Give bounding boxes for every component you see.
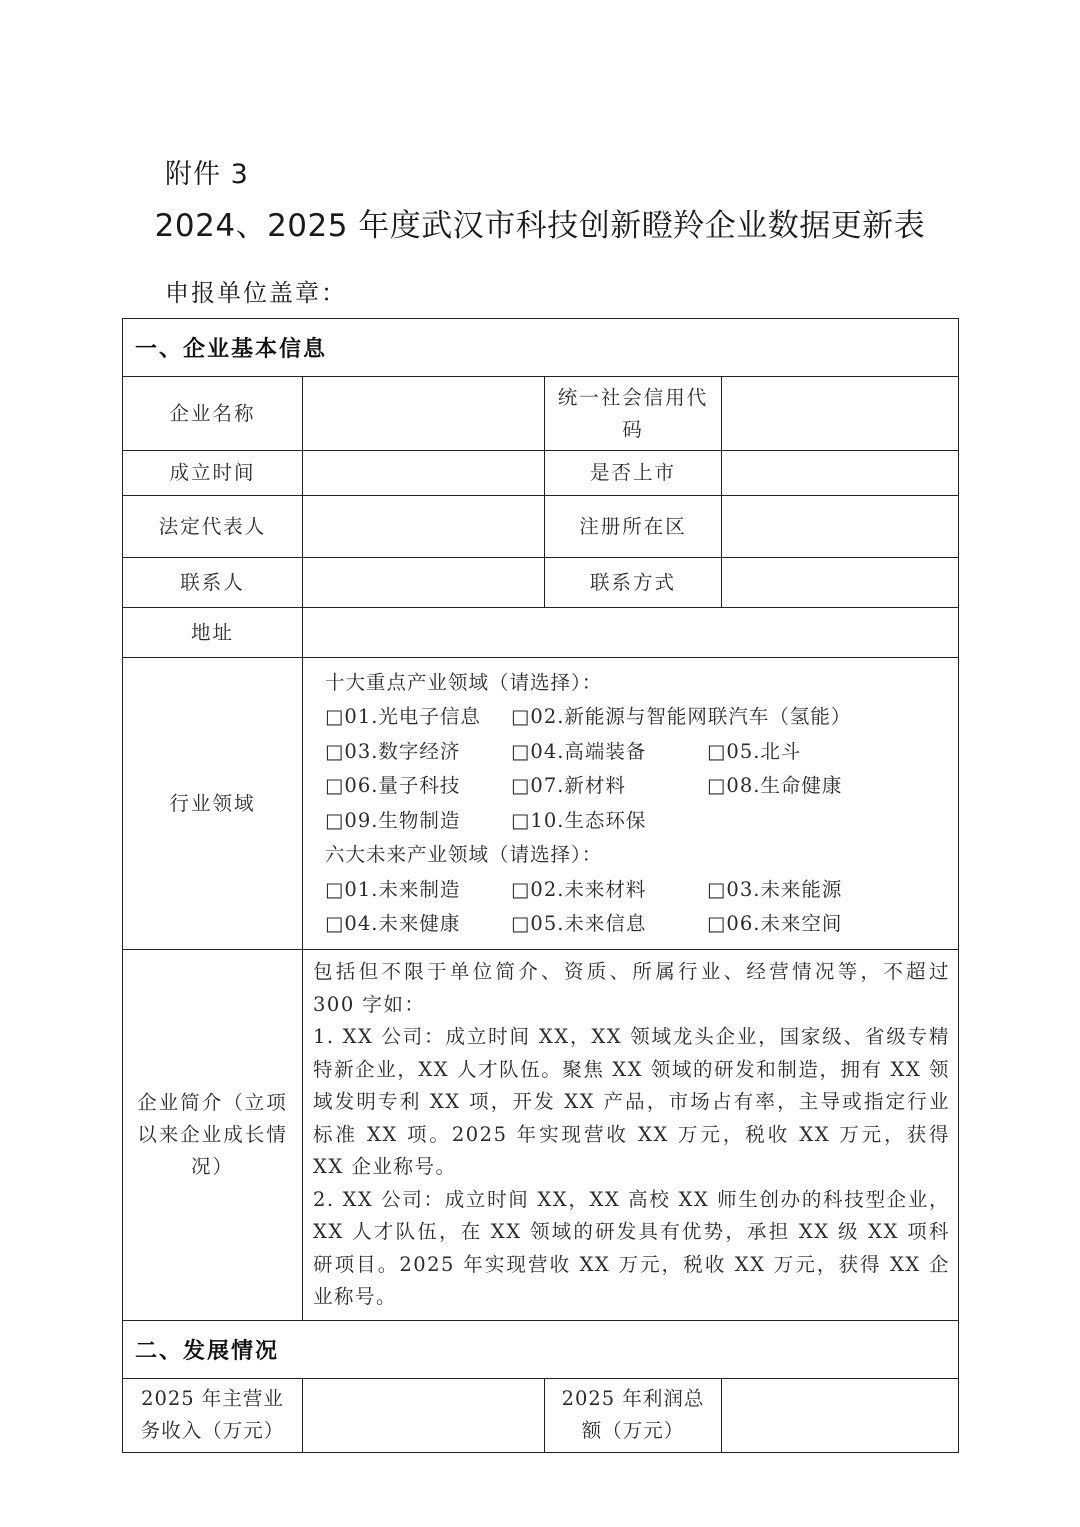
contact-method-label: 联系方式 — [545, 558, 722, 608]
intro-example-1: 1. XX 公司：成立时间 XX，XX 领域龙头企业，国家级、省级专精特新企业，XX 人才队伍。聚焦 XX 领域的研发和制造，拥有 XX 领域发明专利 XX 项，开发 XX 产品，市场占有率，主导或指定行业标准 XX 项。2025 年实现营收 XX 万元，税收 XX 万元，获得 XX 企业称号。 — [313, 1025, 951, 1178]
company-name-field[interactable] — [303, 377, 545, 451]
option-checkbox[interactable]: □08.生命健康 — [707, 774, 843, 797]
option-checkbox[interactable]: □01.光电子信息 — [325, 705, 481, 728]
table-row — [123, 950, 959, 1321]
industry-label: 行业领域 — [123, 658, 303, 950]
table-row — [123, 451, 959, 496]
option-checkbox[interactable]: □04.未来健康 — [325, 912, 461, 935]
table-row — [123, 558, 959, 608]
listed-status-label: 是否上市 — [545, 451, 722, 496]
option-checkbox[interactable]: □09.生物制造 — [325, 808, 461, 832]
address-label: 地址 — [123, 608, 303, 658]
founded-date-field[interactable] — [303, 451, 545, 496]
option-checkbox[interactable]: □05.未来信息 — [511, 912, 647, 935]
revenue-field[interactable] — [303, 1378, 545, 1452]
legal-rep-field[interactable] — [303, 496, 545, 558]
option-checkbox[interactable]: □07.新材料 — [511, 774, 626, 797]
option-checkbox[interactable]: □03.未来能源 — [707, 877, 843, 901]
option-checkbox[interactable]: □04.高端装备 — [511, 739, 647, 763]
attachment-label: 附件 3 — [165, 159, 249, 190]
contact-person-label: 联系人 — [123, 558, 303, 608]
section-development-header — [123, 1320, 959, 1378]
legal-rep-label: 法定代表人 — [123, 496, 303, 558]
section-title: 二、发展情况 — [123, 1320, 959, 1378]
six-industries-heading: 六大未来产业领域（请选择）： — [325, 843, 603, 866]
table-row — [123, 658, 959, 950]
option-checkbox[interactable]: □01.未来制造 — [325, 877, 461, 901]
profit-field[interactable] — [722, 1378, 959, 1452]
option-checkbox[interactable]: □10.生态环保 — [511, 808, 647, 832]
option-checkbox[interactable]: □06.量子科技 — [325, 774, 461, 797]
reg-district-field[interactable] — [722, 496, 959, 558]
ten-industries-heading: 十大重点产业领域（请选择）： — [325, 670, 603, 694]
table-row — [123, 608, 959, 658]
reg-district-label: 注册所在区 — [545, 496, 722, 558]
address-field[interactable] — [303, 608, 959, 658]
founded-date-label: 成立时间 — [123, 451, 303, 496]
option-checkbox[interactable]: □03.数字经济 — [325, 739, 461, 763]
credit-code-field[interactable] — [722, 377, 959, 451]
credit-code-label: 统一社会信用代码 — [545, 377, 722, 451]
section-title: 一、企业基本信息 — [123, 319, 959, 377]
page-title: 2024、2025 年度武汉市科技创新瞪羚企业数据更新表 — [154, 208, 926, 244]
intro-example-2: 2. XX 公司：成立时间 XX，XX 高校 XX 师生创办的科技型企业，XX 人才队伍，在 XX 领域的研发具有优势，承担 XX 级 XX 项科研项目。2025 年实现营收 XX 万元，税收 XX 万元，获得 XX 企业称号。 — [313, 1187, 951, 1308]
option-checkbox[interactable]: □02.未来材料 — [511, 877, 647, 901]
table-row — [123, 377, 959, 451]
section-basic-info-header — [123, 319, 959, 377]
contact-person-field[interactable] — [303, 558, 545, 608]
profit-label: 2025 年利润总额（万元） — [545, 1378, 722, 1452]
data-update-form — [122, 318, 959, 1453]
table-row — [123, 1378, 959, 1452]
intro-guidance: 包括但不限于单位简介、资质、所属行业、经营情况等，不超过 300 字如： — [313, 960, 951, 1016]
company-intro-label: 企业简介（立项以来企业成长情况） — [123, 950, 303, 1321]
listed-status-field[interactable] — [722, 451, 959, 496]
option-checkbox[interactable]: □05.北斗 — [707, 739, 802, 763]
option-checkbox[interactable]: □06.未来空间 — [707, 912, 843, 935]
contact-method-field[interactable] — [722, 558, 959, 608]
company-name-label: 企业名称 — [123, 377, 303, 451]
table-row — [123, 496, 959, 558]
industry-options — [303, 658, 959, 950]
option-checkbox[interactable]: □02.新能源与智能网联汽车（氢能） — [511, 705, 852, 728]
stamp-label: 申报单位盖章： — [165, 279, 347, 307]
company-intro-field[interactable] — [303, 950, 959, 1321]
revenue-label: 2025 年主营业务收入（万元） — [123, 1378, 303, 1452]
